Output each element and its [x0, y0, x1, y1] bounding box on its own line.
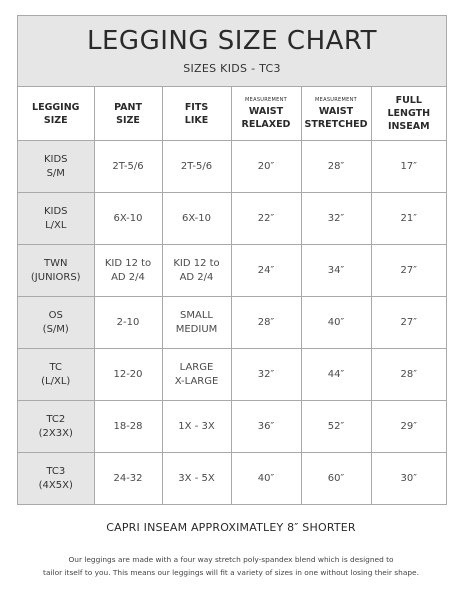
header-legging-size	[18, 87, 94, 141]
title-block	[18, 16, 446, 87]
cell-inseam: 29″	[371, 401, 446, 453]
cell-fits-like	[162, 141, 231, 193]
header-full-length-inseam	[371, 87, 446, 141]
cell-pant-size	[94, 141, 162, 193]
cell-line: 2T-5/6	[112, 160, 144, 172]
cell-pant-size	[94, 453, 162, 505]
cell-line: KID 12 to	[104, 257, 152, 269]
header-waist-stretched	[301, 87, 371, 141]
cell-fits-like	[162, 401, 231, 453]
header-line: WAIST	[318, 105, 354, 117]
cell-waist-relaxed: 28″	[231, 297, 301, 349]
cell-pant-size	[94, 349, 162, 401]
cell-waist-stretched: 34″	[301, 245, 371, 297]
cell-waist-relaxed: 24″	[231, 245, 301, 297]
header-line: FULL LENGTH	[387, 95, 431, 119]
cell-line: TC	[49, 361, 62, 373]
cell-line: OS	[48, 309, 63, 321]
header-line: RELAXED	[241, 118, 291, 130]
cell-line: (JUNIORS)	[30, 271, 81, 283]
cell-waist-relaxed: 36″	[231, 401, 301, 453]
cell-fits-like	[162, 245, 231, 297]
cell-legging-size	[18, 193, 94, 245]
cell-line: (4X5X)	[38, 479, 73, 491]
cell-line: 1X - 3X	[178, 420, 215, 432]
cell-line: TC2	[46, 413, 66, 425]
cell-waist-stretched: 28″	[301, 141, 371, 193]
cell-line: 24-32	[113, 472, 143, 484]
header-fits-like	[162, 87, 231, 141]
cell-waist-stretched: 52″	[301, 401, 371, 453]
cell-waist-stretched: 40″	[301, 297, 371, 349]
cell-pant-size	[94, 193, 162, 245]
cell-legging-size	[18, 453, 94, 505]
cell-line: LARGE	[179, 361, 214, 373]
cell-fits-like	[162, 297, 231, 349]
description-line: tailor itself to you. This means our leggings will fit a variety of sizes in one without losing their shape.	[43, 568, 419, 577]
table-row	[18, 453, 446, 505]
cell-line: TWN	[44, 257, 68, 269]
table-row	[18, 349, 446, 401]
header-line: SIZE	[43, 114, 68, 126]
size-table	[18, 87, 446, 504]
header-line: STRETCHED	[304, 118, 368, 130]
cell-line: SMALL	[180, 309, 213, 321]
cell-legging-size	[18, 297, 94, 349]
cell-pant-size	[94, 297, 162, 349]
cell-legging-size	[18, 141, 94, 193]
cell-fits-like	[162, 453, 231, 505]
cell-line: (L/XL)	[41, 375, 71, 387]
cell-line: KIDS	[43, 153, 68, 165]
table-row	[18, 141, 446, 193]
header-line: INSEAM	[387, 121, 430, 132]
header-line: FITS	[184, 101, 209, 113]
cell-line: 6X-10	[181, 212, 212, 224]
header-line: WAIST	[248, 105, 284, 117]
measurement-label: MEASUREMENT	[315, 96, 357, 103]
cell-inseam: 21″	[371, 193, 446, 245]
header-line: PANT	[114, 101, 142, 113]
cell-inseam: 30″	[400, 472, 417, 484]
fabric-description	[0, 553, 462, 579]
size-chart	[17, 15, 447, 505]
cell-line: TC3	[46, 465, 66, 477]
cell-fits-like	[162, 193, 231, 245]
cell-line: 18-28	[113, 420, 143, 432]
cell-line: S/M	[46, 167, 65, 179]
header-waist-relaxed	[231, 87, 301, 141]
cell-line: 12-20	[113, 368, 143, 380]
header-row	[18, 87, 446, 141]
cell-line: 3X - 5X	[178, 472, 215, 484]
description-line: Our leggings are made with a four way stretch poly-spandex blend which is designed to	[68, 555, 394, 564]
cell-line: KIDS	[43, 205, 68, 217]
cell-legging-size	[18, 401, 94, 453]
capri-note: CAPRI INSEAM APPROXIMATLEY 8″ SHORTER	[106, 521, 356, 534]
cell-waist-stretched: 44″	[301, 349, 371, 401]
header-line: LEGGING	[32, 101, 80, 113]
chart-title: LEGGING SIZE CHART	[87, 26, 377, 56]
cell-line: (S/M)	[42, 323, 69, 335]
cell-pant-size	[94, 245, 162, 297]
cell-line: X-LARGE	[174, 375, 219, 387]
table-row	[18, 193, 446, 245]
cell-line: 6X-10	[113, 212, 143, 224]
measurement-label: MEASUREMENT	[245, 96, 287, 103]
cell-line: KID 12 to	[173, 257, 220, 269]
cell-inseam: 17″	[371, 141, 446, 193]
cell-inseam: 27″	[371, 245, 446, 297]
cell-line: L/XL	[45, 219, 67, 231]
cell-pant-size	[94, 401, 162, 453]
cell-inseam: 28″	[371, 349, 446, 401]
cell-line: 2T-5/6	[180, 160, 213, 172]
table-row	[18, 245, 446, 297]
cell-waist-stretched: 60″	[301, 453, 371, 505]
cell-legging-size	[18, 349, 94, 401]
cell-waist-relaxed: 32″	[231, 349, 301, 401]
cell-waist-stretched: 32″	[301, 193, 371, 245]
cell-waist-relaxed: 22″	[231, 193, 301, 245]
cell-line: (2X3X)	[38, 427, 73, 439]
cell-line: AD 2/4	[111, 271, 145, 283]
header-line: SIZE	[116, 114, 140, 126]
cell-waist-relaxed: 20″	[231, 141, 301, 193]
table-body	[18, 141, 446, 505]
chart-subtitle: SIZES KIDS - TC3	[183, 62, 281, 75]
cell-line: AD 2/4	[179, 271, 214, 283]
cell-waist-relaxed: 40″	[231, 453, 301, 505]
table-row	[18, 297, 446, 349]
cell-inseam: 27″	[371, 297, 446, 349]
table-row	[18, 401, 446, 453]
cell-fits-like	[162, 349, 231, 401]
cell-legging-size	[18, 245, 94, 297]
header-pant-size	[94, 87, 162, 141]
header-line: LIKE	[184, 114, 209, 126]
cell-line: 2-10	[116, 316, 140, 328]
cell-line: MEDIUM	[175, 323, 218, 335]
